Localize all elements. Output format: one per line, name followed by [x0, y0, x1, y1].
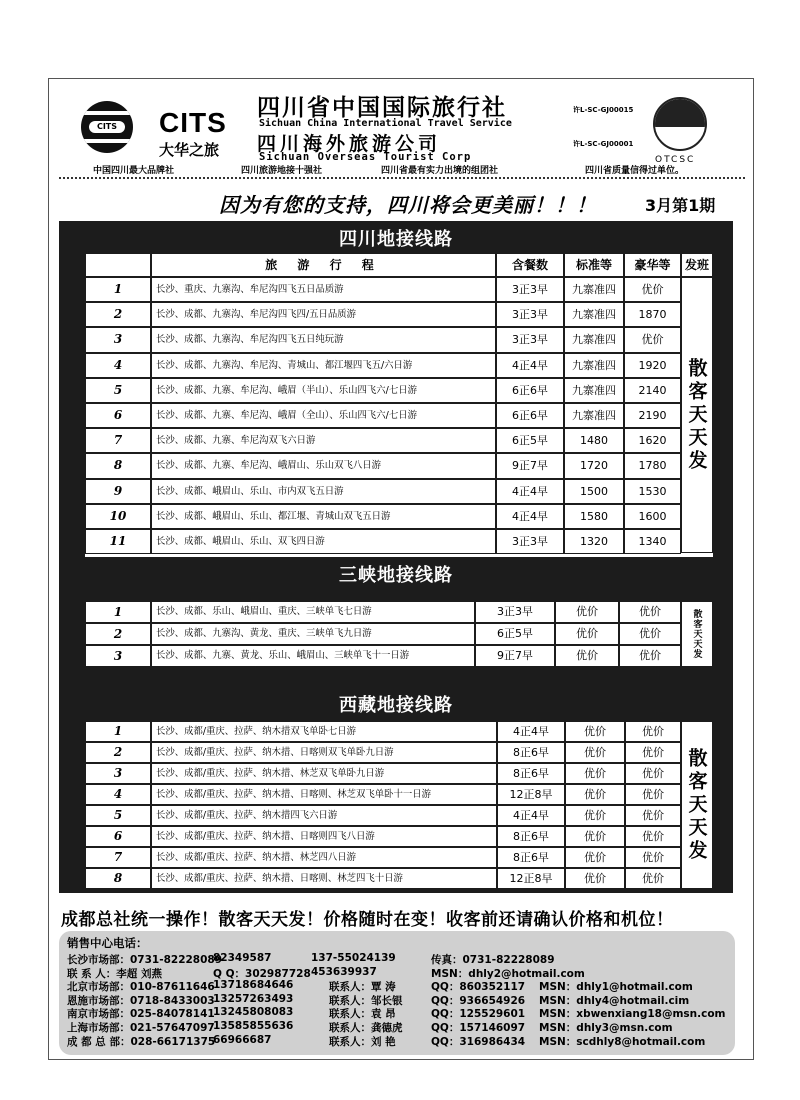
route-name: 长沙、成都、九寨、牟尼沟、峨眉（半山）、乐山四飞六/七日游: [151, 378, 496, 403]
row-number: 1: [85, 721, 151, 742]
standard-price: 优价: [555, 645, 619, 667]
luxury-price: 1600: [624, 504, 681, 529]
contact-field: QQ：936654926: [431, 994, 526, 1007]
contact-field: 66966687: [213, 1033, 272, 1046]
table-row: [85, 327, 681, 352]
dotted-divider: [59, 177, 745, 180]
route-name: 长沙、成都、九寨、牟尼沟、峨眉（全山）、乐山四飞六/七日游: [151, 403, 496, 428]
row-number: 5: [85, 378, 151, 403]
standard-price: 优价: [565, 826, 625, 847]
standard-price: 九寨准四: [564, 403, 624, 428]
meal-count: 12正8早: [497, 784, 565, 805]
meal-count: 6正6早: [496, 378, 564, 403]
contact-field: 长沙市场部：0731-82228089: [67, 954, 223, 966]
table-row: [85, 504, 681, 529]
row-number: 3: [85, 327, 151, 352]
row-number: 7: [85, 428, 151, 453]
route-name: 长沙、成都/重庆、拉萨、纳木措、林芝四八日游: [151, 847, 497, 868]
table-row: [85, 868, 681, 889]
contact-field: 恩施市场部：0718-8433003: [67, 994, 215, 1007]
table-row: [85, 353, 681, 378]
contact-field: 成 都 总 部：028-66171375: [67, 1035, 216, 1048]
meal-count: 8正6早: [497, 742, 565, 763]
route-name: 长沙、成都/重庆、拉萨、纳木措、日喀则双飞单卧九日游: [151, 742, 497, 763]
route-name: 长沙、成都、峨眉山、乐山、都江堰、青城山双飞五日游: [151, 504, 496, 529]
meal-count: 4正4早: [497, 721, 565, 742]
standard-price: 1500: [564, 479, 624, 504]
sanxia-table: [85, 601, 713, 667]
issue-number: 3月第1期: [645, 196, 716, 215]
standard-price: 优价: [565, 868, 625, 889]
routes-panel: [59, 221, 733, 893]
luxury-price: 1620: [624, 428, 681, 453]
contact-field: QQ：860352117: [431, 981, 526, 994]
route-name: 长沙、成都、九寨沟、黄龙、重庆、三峡单飞九日游: [151, 623, 475, 645]
notice-banner: 成都总社统一操作！散客天天发！价格随时在变！收客前还请确认价格和机位！: [61, 910, 674, 930]
otcsc-logo: [653, 97, 707, 151]
route-name: 长沙、成都、九寨、黄龙、乐山、峨眉山、三峡单飞十一日游: [151, 645, 475, 667]
table-row: [85, 428, 681, 453]
table-row: [85, 742, 681, 763]
table-row: [85, 479, 681, 504]
standard-price: 1720: [564, 453, 624, 478]
row-number: 2: [85, 742, 151, 763]
contact-field: 联系人：刘 艳: [329, 1035, 396, 1048]
meal-count: 3正3早: [496, 529, 564, 554]
row-number: 11: [85, 529, 151, 554]
meal-count: 4正4早: [496, 353, 564, 378]
contact-field: QQ：157146097: [431, 1021, 526, 1034]
contact-row: [67, 952, 727, 966]
standard-price: 优价: [565, 784, 625, 805]
honor-tag: 四川省最有实力出境的组团社: [381, 166, 499, 176]
table-row: [85, 721, 681, 742]
table-row: [85, 378, 681, 403]
luxury-price: 1870: [624, 302, 681, 327]
standard-price: 优价: [565, 805, 625, 826]
route-name: 长沙、成都、乐山、峨眉山、重庆、三峡单飞七日游: [151, 601, 475, 623]
contact-row: [67, 1034, 727, 1048]
company-name-cn: 四川省中国国际旅行社: [257, 94, 507, 121]
route-name: 长沙、成都、九寨沟、牟尼沟四飞四/五日品质游: [151, 302, 496, 327]
row-number: 1: [85, 277, 151, 302]
cits-globe-logo: CITS: [81, 101, 133, 153]
contact-field: 联系人：袁 昂: [329, 1008, 396, 1021]
row-number: 10: [85, 504, 151, 529]
license-number-2: 许L-SC-GJ00001: [573, 140, 634, 148]
otcsc-label: OTCSC: [655, 155, 696, 165]
table-row: [85, 826, 681, 847]
route-name: 长沙、成都、峨眉山、乐山、市内双飞五日游: [151, 479, 496, 504]
route-name: 长沙、成都/重庆、拉萨、纳木措、日喀则、林芝双飞单卧十一日游: [151, 784, 497, 805]
route-name: 长沙、成都、峨眉山、乐山、双飞四日游: [151, 529, 496, 554]
table-row: [85, 847, 681, 868]
route-name: 长沙、成都、九寨、牟尼沟双飞六日游: [151, 428, 496, 453]
meal-count: 4正4早: [496, 479, 564, 504]
table-row: [85, 277, 681, 302]
luxury-price: 优价: [625, 763, 681, 784]
meal-count: 4正4早: [496, 504, 564, 529]
contact-field: 13718684646: [213, 979, 294, 992]
meal-count: 3正3早: [496, 327, 564, 352]
luxury-price: 优价: [625, 868, 681, 889]
route-name: 长沙、成都、九寨沟、牟尼沟、青城山、都江堰四飞五/六日游: [151, 353, 496, 378]
row-number: 9: [85, 479, 151, 504]
meal-count: 3正3早: [475, 601, 555, 623]
route-name: 长沙、成都、九寨沟、牟尼沟四飞五日纯玩游: [151, 327, 496, 352]
standard-price: 九寨准四: [564, 378, 624, 403]
luxury-price: 优价: [624, 277, 681, 302]
brand-name: CITS: [159, 107, 227, 138]
table-row: [85, 453, 681, 478]
meal-count: 6正5早: [475, 623, 555, 645]
luxury-price: 2190: [624, 403, 681, 428]
row-number: 5: [85, 805, 151, 826]
contact-field: QQ：316986434: [431, 1035, 526, 1048]
contact-field: 联系人：邹长银: [329, 994, 403, 1007]
contact-field: MSN：dhly2@hotmail.com: [431, 967, 585, 980]
route-name: 长沙、成都/重庆、拉萨、纳木措、日喀则四飞八日游: [151, 826, 497, 847]
table-row: [85, 784, 681, 805]
route-name: 长沙、重庆、九寨沟、牟尼沟四飞五日品质游: [151, 277, 496, 302]
row-number: 2: [85, 623, 151, 645]
contact-field: 联系人：覃 涛: [329, 981, 396, 994]
contact-box: [59, 931, 735, 1055]
xizang-table: [85, 721, 713, 889]
table-row: [85, 601, 681, 623]
contact-field: MSN：xbwenxiang18@msn.com: [539, 1008, 726, 1021]
meal-count: 9正7早: [496, 453, 564, 478]
contact-field: 13585855636: [213, 1019, 294, 1032]
meal-count: 6正5早: [496, 428, 564, 453]
meal-count: 6正6早: [496, 403, 564, 428]
standard-price: 优价: [565, 763, 625, 784]
company2-name-cn: 四川海外旅游公司: [257, 133, 442, 155]
luxury-price: 1530: [624, 479, 681, 504]
route-name: 长沙、成都/重庆、拉萨、纳木措、林芝双飞单卧九日游: [151, 763, 497, 784]
row-number: 3: [85, 645, 151, 667]
table-row: [85, 805, 681, 826]
standard-price: 优价: [565, 742, 625, 763]
row-number: 4: [85, 784, 151, 805]
meal-count: 9正7早: [475, 645, 555, 667]
luxury-price: 优价: [625, 721, 681, 742]
row-number: 7: [85, 847, 151, 868]
contact-field: Q Q：302987728: [213, 967, 311, 980]
contact-field: 联 系 人：李超 刘燕: [67, 967, 162, 980]
standard-price: 九寨准四: [564, 353, 624, 378]
standard-price: 九寨准四: [564, 327, 624, 352]
contact-field: MSN：scdhly8@hotmail.com: [539, 1035, 706, 1048]
contact-row: [67, 979, 727, 993]
route-name: 长沙、成都、九寨、牟尼沟、峨眉山、乐山双飞八日游: [151, 453, 496, 478]
table-row: [85, 645, 681, 667]
company-name-en: Sichuan China International Travel Service: [259, 118, 512, 129]
route-name: 长沙、成都/重庆、拉萨、纳木措、日喀则、林芝四飞十日游: [151, 868, 497, 889]
luxury-price: 优价: [625, 784, 681, 805]
contact-field: 上海市场部：021-57647097: [67, 1021, 215, 1034]
standard-price: 1480: [564, 428, 624, 453]
standard-price: 优价: [555, 601, 619, 623]
contact-row: [67, 993, 727, 1007]
row-number: 6: [85, 403, 151, 428]
contact-title: 销售中心电话：: [67, 936, 148, 950]
header: [49, 79, 753, 177]
standard-price: 九寨准四: [564, 277, 624, 302]
daily-departure-badge: 散客天天发: [681, 721, 713, 889]
contact-field: MSN：dhly4@hotmail.cim: [539, 994, 690, 1007]
luxury-price: 1920: [624, 353, 681, 378]
daily-departure-badge: 散客天天发: [681, 277, 713, 553]
brand-subtitle: 大华之旅: [159, 141, 220, 159]
contact-row: [67, 966, 727, 980]
section-title-sichuan: 四川地接线路: [339, 229, 453, 250]
meal-count: 8正6早: [497, 847, 565, 868]
section-title-sanxia: 三峡地接线路: [339, 565, 453, 586]
contact-row: [67, 1006, 727, 1020]
row-number: 1: [85, 601, 151, 623]
contact-field: MSN：dhly3@msn.com: [539, 1021, 673, 1034]
luxury-price: 1780: [624, 453, 681, 478]
contact-field: 453639937: [311, 965, 377, 978]
daily-departure-badge: 散客天天发: [681, 601, 713, 667]
standard-price: 优价: [555, 623, 619, 645]
table-header: 旅 游 行 程 含餐数 标准等 豪华等 发班: [85, 253, 713, 277]
row-number: 8: [85, 868, 151, 889]
meal-count: 3正3早: [496, 302, 564, 327]
row-number: 4: [85, 353, 151, 378]
standard-price: 优价: [565, 721, 625, 742]
table-row: [85, 529, 681, 554]
luxury-price: 优价: [619, 645, 681, 667]
honor-tag: 中国四川最大品牌社: [93, 166, 175, 176]
standard-price: 1320: [564, 529, 624, 554]
contact-field: 联系人：龚德虎: [329, 1021, 403, 1034]
section-title-xizang: 西藏地接线路: [339, 695, 453, 716]
license-number-1: 许L-SC-GJ00015: [573, 106, 634, 114]
contact-field: 南京市场部：025-84078141: [67, 1008, 215, 1021]
honor-tags: [49, 163, 753, 177]
contact-field: 13245808083: [213, 1006, 294, 1019]
honor-tag: 四川省质量信得过单位。: [585, 166, 685, 176]
contact-field: 北京市场部：010-87611646: [67, 981, 215, 994]
contact-field: 传真：0731-82228089: [431, 954, 555, 966]
luxury-price: 优价: [619, 601, 681, 623]
contact-field: MSN：dhly1@hotmail.com: [539, 981, 693, 994]
meal-count: 8正6早: [497, 763, 565, 784]
contact-field: QQ：125529601: [431, 1008, 526, 1021]
row-number: 3: [85, 763, 151, 784]
row-number: 2: [85, 302, 151, 327]
company2-name-en: Sichuan Overseas Tourist Corp: [259, 151, 472, 163]
luxury-price: 2140: [624, 378, 681, 403]
standard-price: 优价: [565, 847, 625, 868]
luxury-price: 优价: [624, 327, 681, 352]
table-row: [85, 302, 681, 327]
meal-count: 8正6早: [497, 826, 565, 847]
standard-price: 1580: [564, 504, 624, 529]
meal-count: 12正8早: [497, 868, 565, 889]
contact-field: 82349587: [213, 952, 272, 964]
table-row: [85, 623, 681, 645]
standard-price: 九寨准四: [564, 302, 624, 327]
contact-field: 13257263493: [213, 992, 294, 1005]
brochure-page: [48, 78, 754, 1060]
luxury-price: 优价: [625, 742, 681, 763]
route-name: 长沙、成都/重庆、拉萨、纳木措四飞六日游: [151, 805, 497, 826]
route-name: 长沙、成都/重庆、拉萨、纳木措双飞单卧七日游: [151, 721, 497, 742]
luxury-price: 1340: [624, 529, 681, 554]
sichuan-table: [85, 253, 713, 557]
row-number: 8: [85, 453, 151, 478]
luxury-price: 优价: [619, 623, 681, 645]
luxury-price: 优价: [625, 805, 681, 826]
table-row: [85, 763, 681, 784]
slogan: 因为有您的支持，四川将会更美丽！！！: [219, 193, 597, 217]
meal-count: 4正4早: [497, 805, 565, 826]
luxury-price: 优价: [625, 847, 681, 868]
meal-count: 3正3早: [496, 277, 564, 302]
row-number: 6: [85, 826, 151, 847]
table-row: [85, 403, 681, 428]
contact-field: 137-55024139: [311, 952, 396, 964]
luxury-price: 优价: [625, 826, 681, 847]
honor-tag: 四川旅游地接十强社: [241, 166, 323, 176]
contact-row: [67, 1020, 727, 1034]
